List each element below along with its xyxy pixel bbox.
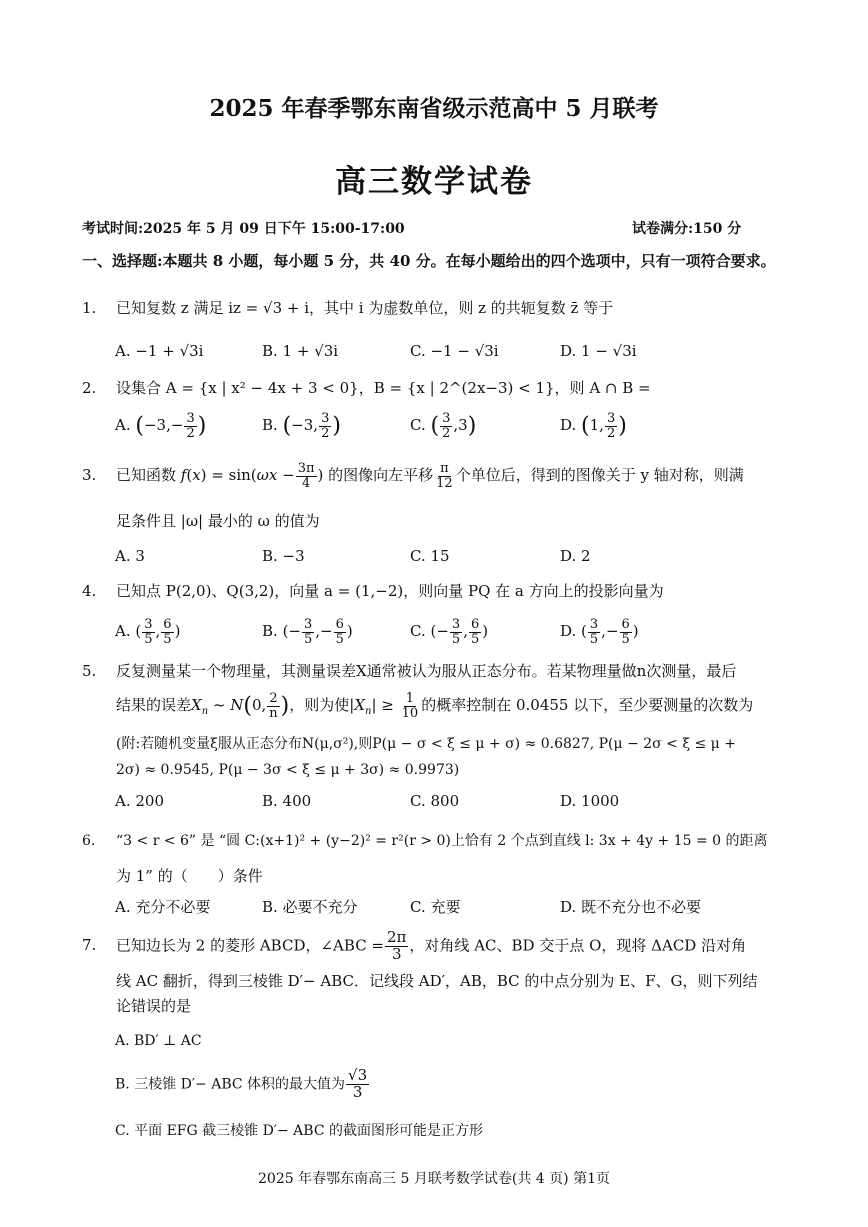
question-number: 2. bbox=[82, 379, 97, 397]
option-a: A. 200 bbox=[115, 792, 164, 810]
question-6-line2: 为 1” 的（ ）条件 bbox=[116, 867, 263, 885]
paper-subtitle: 高三数学试卷 bbox=[335, 164, 533, 200]
option-c: C. −1 − √3i bbox=[410, 342, 499, 360]
section-heading: 一、选择题:本题共 8 小题，每小题 5 分，共 40 分。在每小题给出的四个选项中，只有一项符合要求。 bbox=[82, 252, 776, 270]
question-1 bbox=[82, 297, 613, 318]
option-b: B. 三棱锥 D′− ABC 体积的最大值为 $\frac{√3}{3}$ bbox=[115, 1066, 368, 1101]
option-b: B. 1 + √3i bbox=[262, 342, 339, 360]
option-c: C. 800 bbox=[410, 792, 460, 810]
option-c: C. ( $\frac{3}{2}$ ,3) bbox=[410, 411, 477, 441]
question-3: 3. 已知函数 f(x) = sin(ωx − $\frac{3\pi}{4}$ ) 的图像向左平移 $\frac{\pi}{12}$ 个单位后，得到的图像关于 y 轴对称，则满 bbox=[82, 461, 744, 491]
question-number: 6. bbox=[82, 833, 96, 849]
option-b: B. 必要不充分 bbox=[262, 898, 358, 916]
full-score: 试卷满分:150 分 bbox=[632, 221, 742, 237]
question-5-line3: (附:若随机变量ξ服从正态分布N(μ,σ²),则P(μ − σ < ξ ≤ μ + σ) ≈ 0.6827, P(μ − 2σ < ξ ≤ μ + bbox=[116, 736, 736, 752]
option-c: C. 充要 bbox=[410, 898, 461, 916]
option-a: A. 充分不必要 bbox=[115, 898, 211, 916]
question-7-line2: 线 AC 翻折，得到三棱锥 D′− ABC．记线段 AD′，AB，BC 的中点分别为 E、F、G，则下列结 bbox=[116, 972, 758, 990]
option-b: B. −3 bbox=[262, 547, 305, 565]
question-number: 5. bbox=[82, 662, 97, 680]
question-5-line4: 2σ) ≈ 0.9545, P(μ − 3σ < ξ ≤ μ + 3σ) ≈ 0.9973) bbox=[116, 762, 460, 778]
option-a: A. −1 + √3i bbox=[115, 342, 204, 360]
option-d: D. 1000 bbox=[560, 792, 620, 810]
option-a: A. 3 bbox=[115, 547, 145, 565]
option-a: A. (−3,− $\frac{3}{2}$ ) bbox=[115, 411, 207, 441]
option-a: A. ( $\frac{3}{5}$ , $\frac{6}{5}$ ) bbox=[115, 617, 181, 647]
question-6: 6. “3 < r < 6” 是 “圆 C:(x+1)² + (y−2)² = r²(r > 0)上恰有 2 个点到直线 l: 3x + 4y + 15 = 0 的距离 bbox=[82, 833, 768, 849]
question-number: 3. bbox=[82, 466, 97, 485]
question-7-line3: 论错误的是 bbox=[116, 997, 192, 1015]
page-footer: 2025 年春鄂东南高三 5 月联考数学试卷(共 4 页) 第1页 bbox=[258, 1171, 610, 1187]
question-3-line2: 足条件且 |ω| 最小的 ω 的值为 bbox=[116, 512, 320, 530]
question-number: 7. bbox=[82, 936, 97, 955]
option-d: D. 1 − √3i bbox=[560, 342, 637, 360]
question-stem: 已知点 P(2,0)、Q(3,2)，向量 a = (1,−2)，则向量 PQ 在 a 方向上的投影向量为 bbox=[116, 582, 664, 600]
question-5-line2: 结果的误差$X_n$ ~ N(0, $\frac{2}{n}$ )，则为使$|X_n|$ ≥ $\frac{1}{10}$ 的概率控制在 0.0455 以下，至少要测量的次数为 bbox=[116, 691, 754, 721]
question-7: 7. 已知边长为 2 的菱形 ABCD，∠ABC = $\frac{2\pi}{3}$ ，对角线 AC、BD 交于点 O，现将 ΔACD 沿对角 bbox=[82, 928, 747, 963]
option-b: B. (− $\frac{3}{5}$ ,− $\frac{6}{5}$ ) bbox=[262, 617, 353, 647]
option-c: C. (− $\frac{3}{5}$ , $\frac{6}{5}$ ) bbox=[410, 617, 489, 647]
option-a: A. BD′ ⊥ AC bbox=[115, 1033, 202, 1049]
question-stem: 设集合 A = {x | x² − 4x + 3 < 0}，B = {x | 2^(2x−3) < 1}，则 A ∩ B = bbox=[116, 379, 651, 397]
option-c: C. 15 bbox=[410, 547, 450, 565]
question-number: 4. bbox=[82, 582, 97, 600]
exam-time: 考试时间:2025 年 5 月 09 日下午 15:00-17:00 bbox=[82, 221, 405, 237]
option-b: B. (−3, $\frac{3}{2}$ ) bbox=[262, 411, 341, 441]
option-c: C. 平面 EFG 截三棱锥 D′− ABC 的截面图形可能是正方形 bbox=[115, 1123, 483, 1139]
question-5: 5. 反复测量某一个物理量，其测量误差X通常被认为服从正态分布。若某物理量做n次测量，最后 bbox=[82, 662, 737, 680]
question-number: 1. bbox=[82, 299, 97, 317]
option-d: D. (1, $\frac{3}{2}$ ) bbox=[560, 411, 627, 441]
question-2 bbox=[82, 377, 651, 398]
option-d: D. ( $\frac{3}{5}$ ,− $\frac{6}{5}$ ) bbox=[560, 617, 639, 647]
exam-title: 2025 年春季鄂东南省级示范高中 5 月联考 bbox=[209, 95, 659, 122]
question-stem: 已知复数 z 满足 iz = √3 + i，其中 i 为虚数单位，则 z 的共轭复数 z̄ 等于 bbox=[116, 299, 614, 317]
option-b: B. 400 bbox=[262, 792, 312, 810]
question-4 bbox=[82, 580, 664, 601]
option-d: D. 2 bbox=[560, 547, 591, 565]
option-d: D. 既不充分也不必要 bbox=[560, 898, 702, 916]
